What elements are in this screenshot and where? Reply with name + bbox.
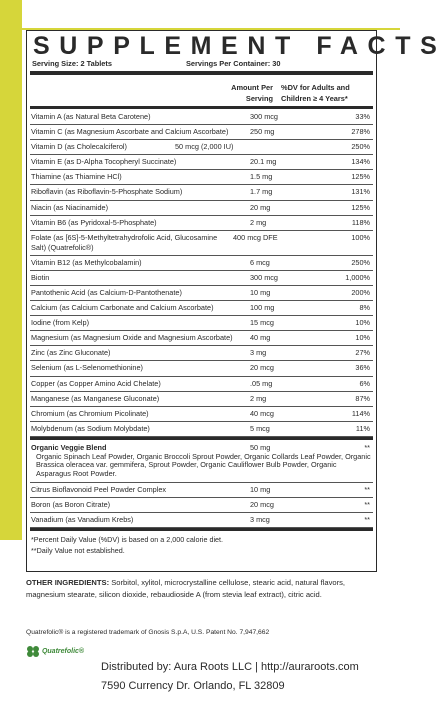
- nutrient-amount: 5 mcg: [250, 423, 270, 433]
- nutrient-dv: 33%: [355, 112, 370, 121]
- extra-dv: **: [364, 500, 370, 510]
- nutrient-name: Riboflavin (as Riboflavin-5-Phosphate Sodium): [31, 187, 183, 197]
- nutrient-name: Vitamin B12 (as Methylcobalamin): [31, 257, 142, 267]
- veggie-blend-amount: 50 mg: [250, 442, 271, 452]
- nutrient-row: [30, 361, 373, 376]
- clover-icon: [26, 645, 40, 657]
- thick-rule-header: [30, 106, 373, 109]
- nutrient-row: [30, 346, 373, 361]
- veggie-blend-name: Organic Veggie Blend: [31, 442, 107, 452]
- extra-amount: 20 mcg: [250, 500, 274, 510]
- extra-name: Vanadium (as Vanadium Krebs): [31, 515, 134, 525]
- nutrient-row: [30, 155, 373, 170]
- supplement-facts-panel: [26, 30, 446, 572]
- nutrient-name: Niacin (as Niacinamide): [31, 202, 109, 212]
- nutrient-name: Calcium (as Calcium Carbonate and Calcium Ascorbate): [31, 303, 214, 313]
- nutrient-dv: 250%: [351, 142, 370, 152]
- nutrient-name: Pantothenic Acid (as Calcium-D-Pantothenate): [31, 287, 182, 297]
- extra-amount: 3 mcg: [250, 515, 270, 525]
- quatrefolic-logo: [26, 645, 84, 657]
- nutrient-name: Vitamin C (as Magnesium Ascorbate and Calcium Ascorbate): [31, 127, 229, 137]
- serving-size: Serving Size: 2 Tablets: [32, 59, 112, 68]
- nutrient-dv: 11%: [355, 423, 370, 433]
- nutrient-amount: 15 mcg: [250, 318, 274, 328]
- nutrient-name: Vitamin B6 (as Pyridoxal-5-Phosphate): [31, 217, 157, 227]
- nutrient-dv: 10%: [355, 318, 370, 328]
- panel-title: SUPPLEMENT FACTS: [33, 32, 446, 60]
- veggie-blend-dv: **: [364, 442, 370, 452]
- nutrient-row: [30, 185, 373, 200]
- extra-name: Boron (as Boron Citrate): [31, 500, 111, 510]
- nutrient-row: [30, 125, 373, 140]
- nutrient-row: [30, 110, 373, 125]
- nutrient-dv: 250%: [351, 257, 370, 267]
- nutrient-dv: 6%: [359, 378, 370, 388]
- nutrient-dv: 114%: [351, 408, 370, 418]
- nutrient-row: [30, 256, 373, 271]
- nutrient-amount: 2 mg: [250, 393, 267, 403]
- nutrient-name: Manganese (as Manganese Gluconate): [31, 393, 160, 403]
- logo-text: Quatrefolic®: [41, 647, 85, 655]
- nutrient-row: [30, 286, 373, 301]
- nutrient-amount: 50 mcg (2,000 IU): [175, 142, 234, 152]
- footnote-dv: *Percent Daily Value (%DV) is based on a 2,000 calorie diet.: [31, 535, 224, 545]
- amount-header-line2: Serving: [245, 94, 273, 103]
- nutrient-amount: 6 mcg: [250, 257, 270, 267]
- extra-row: [30, 483, 373, 498]
- nutrient-row: [30, 140, 373, 155]
- trademark-notice: Quatrefolic® is a registered trademark of Gnosis S.p.A, U.S. Patent No. 7,947,662: [26, 629, 270, 636]
- nutrient-row: [30, 201, 373, 216]
- nutrient-amount: .05 mg: [250, 378, 273, 388]
- nutrient-amount: 400 mcg DFE: [233, 232, 278, 242]
- nutrient-dv: 100%: [351, 232, 370, 242]
- nutrient-amount: 3 mg: [250, 348, 267, 358]
- dv-header-line1: %DV for Adults and: [281, 83, 350, 92]
- nutrient-row: [30, 316, 373, 331]
- top-border: [22, 0, 400, 30]
- nutrient-name: Iodine (from Kelp): [31, 318, 89, 328]
- amount-column-header: [226, 82, 273, 104]
- extra-amount: 10 mg: [250, 485, 271, 495]
- nutrient-name: Thiamine (as Thiamine HCl): [31, 172, 122, 182]
- nutrient-dv: 10%: [355, 333, 370, 343]
- nutrient-dv: 118%: [351, 217, 370, 227]
- nutrient-dv: 1,000%: [345, 272, 370, 282]
- other-ingredients: [26, 577, 378, 601]
- nutrient-dv: 125%: [351, 172, 370, 182]
- extra-dv: **: [364, 485, 370, 495]
- extra-name: Citrus Bioflavonoid Peel Powder Complex: [31, 485, 167, 495]
- nutrient-dv: 8%: [359, 303, 370, 313]
- nutrient-row: [30, 331, 373, 346]
- nutrient-amount: 300 mcg: [250, 112, 278, 121]
- nutrient-name: Molybdenum (as Sodium Molybdate): [31, 423, 150, 433]
- extra-row: [30, 498, 373, 513]
- nutrient-amount: 40 mcg: [250, 408, 274, 418]
- nutrient-name: Copper (as Copper Amino Acid Chelate): [31, 378, 161, 388]
- nutrient-name: Vitamin A (as Natural Beta Carotene): [31, 112, 151, 121]
- nutrient-name: Selenium (as L-Selenomethionine): [31, 363, 143, 373]
- nutrient-amount: 1.7 mg: [250, 187, 273, 197]
- nutrient-name: Folate (as [6S]-5-Methyltetrahydrofolic Acid, Glucosamine Salt) (Quatrefolic®): [31, 232, 218, 252]
- nutrient-amount: 250 mg: [250, 127, 275, 137]
- nutrient-row: [30, 216, 373, 231]
- nutrient-row: [30, 301, 373, 316]
- nutrient-amount: 20 mg: [250, 202, 271, 212]
- nutrient-dv: 36%: [355, 363, 370, 373]
- nutrient-rows: [30, 110, 373, 556]
- nutrient-dv: 87%: [355, 393, 370, 403]
- nutrient-row: [30, 170, 373, 185]
- nutrient-row: [30, 392, 373, 407]
- nutrient-amount: 20.1 mg: [250, 157, 277, 167]
- nutrient-dv: 131%: [351, 187, 370, 197]
- dv-column-header: [281, 82, 350, 104]
- nutrient-amount: 40 mg: [250, 333, 271, 343]
- nutrient-amount: 1.5 mg: [250, 172, 273, 182]
- nutrient-amount: 10 mg: [250, 287, 271, 297]
- nutrient-name: Zinc (as Zinc Gluconate): [31, 348, 111, 358]
- nutrient-amount: 300 mcg: [250, 272, 278, 282]
- nutrient-name: Chromium (as Chromium Picolinate): [31, 408, 149, 418]
- nutrient-row: [30, 271, 373, 286]
- servings-line: [32, 59, 370, 68]
- nutrient-amount: 20 mcg: [250, 363, 274, 373]
- nutrient-dv: 134%: [351, 157, 370, 167]
- servings-per-container: Servings Per Container: 30: [186, 59, 281, 68]
- nutrient-row: [30, 422, 373, 437]
- nutrient-dv: 200%: [351, 287, 370, 297]
- nutrient-name: Vitamin E (as D-Alpha Tocopheryl Succinate): [31, 157, 177, 167]
- extra-dv: **: [364, 515, 370, 525]
- nutrient-dv: 125%: [351, 202, 370, 212]
- address-line: 7590 Currency Dr. Orlando, FL 32809: [101, 680, 285, 692]
- nutrient-dv: 27%: [355, 348, 370, 358]
- nutrient-row: [30, 407, 373, 422]
- veggie-blend-row: [30, 440, 373, 483]
- veggie-blend-description: Organic Spinach Leaf Powder, Organic Broccoli Sprout Powder, Organic Collards Leaf Powder, Organic Brassica oleracea var. gemmifera, Sprout Powder, Organic Cauliflower Bulb Powder, Organic Asparagus Root Powder.: [36, 451, 371, 479]
- nutrient-amount: 2 mg: [250, 217, 267, 227]
- other-ingredients-label: OTHER INGREDIENTS:: [26, 578, 110, 587]
- yellow-side-bar: [0, 0, 22, 540]
- thick-rule-top: [30, 71, 373, 75]
- footnote-not-established: **Daily Value not established.: [31, 546, 125, 556]
- amount-header-line1: Amount Per: [231, 83, 273, 92]
- nutrient-row: [30, 231, 373, 256]
- nutrient-name: Biotin: [31, 272, 50, 282]
- extra-row: [30, 513, 373, 528]
- nutrient-amount: 100 mg: [250, 303, 275, 313]
- nutrient-name: Magnesium (as Magnesium Oxide and Magnesium Ascorbate): [31, 333, 233, 343]
- dv-header-line2: Children ≥ 4 Years*: [281, 94, 348, 103]
- other-ingredients-text: Sorbitol, xylitol, microcrystalline cellulose, stearic acid, natural flavors, magnesium stearate, silicon dioxide, rebaudioside A (from stevia leaf extract), citric acid.: [26, 578, 346, 599]
- nutrient-row: [30, 377, 373, 392]
- nutrient-dv: 278%: [351, 127, 370, 137]
- nutrient-name: Vitamin D (as Cholecalciferol): [31, 142, 127, 152]
- distributor-line: Distributed by: Aura Roots LLC | http://auraroots.com: [101, 661, 359, 673]
